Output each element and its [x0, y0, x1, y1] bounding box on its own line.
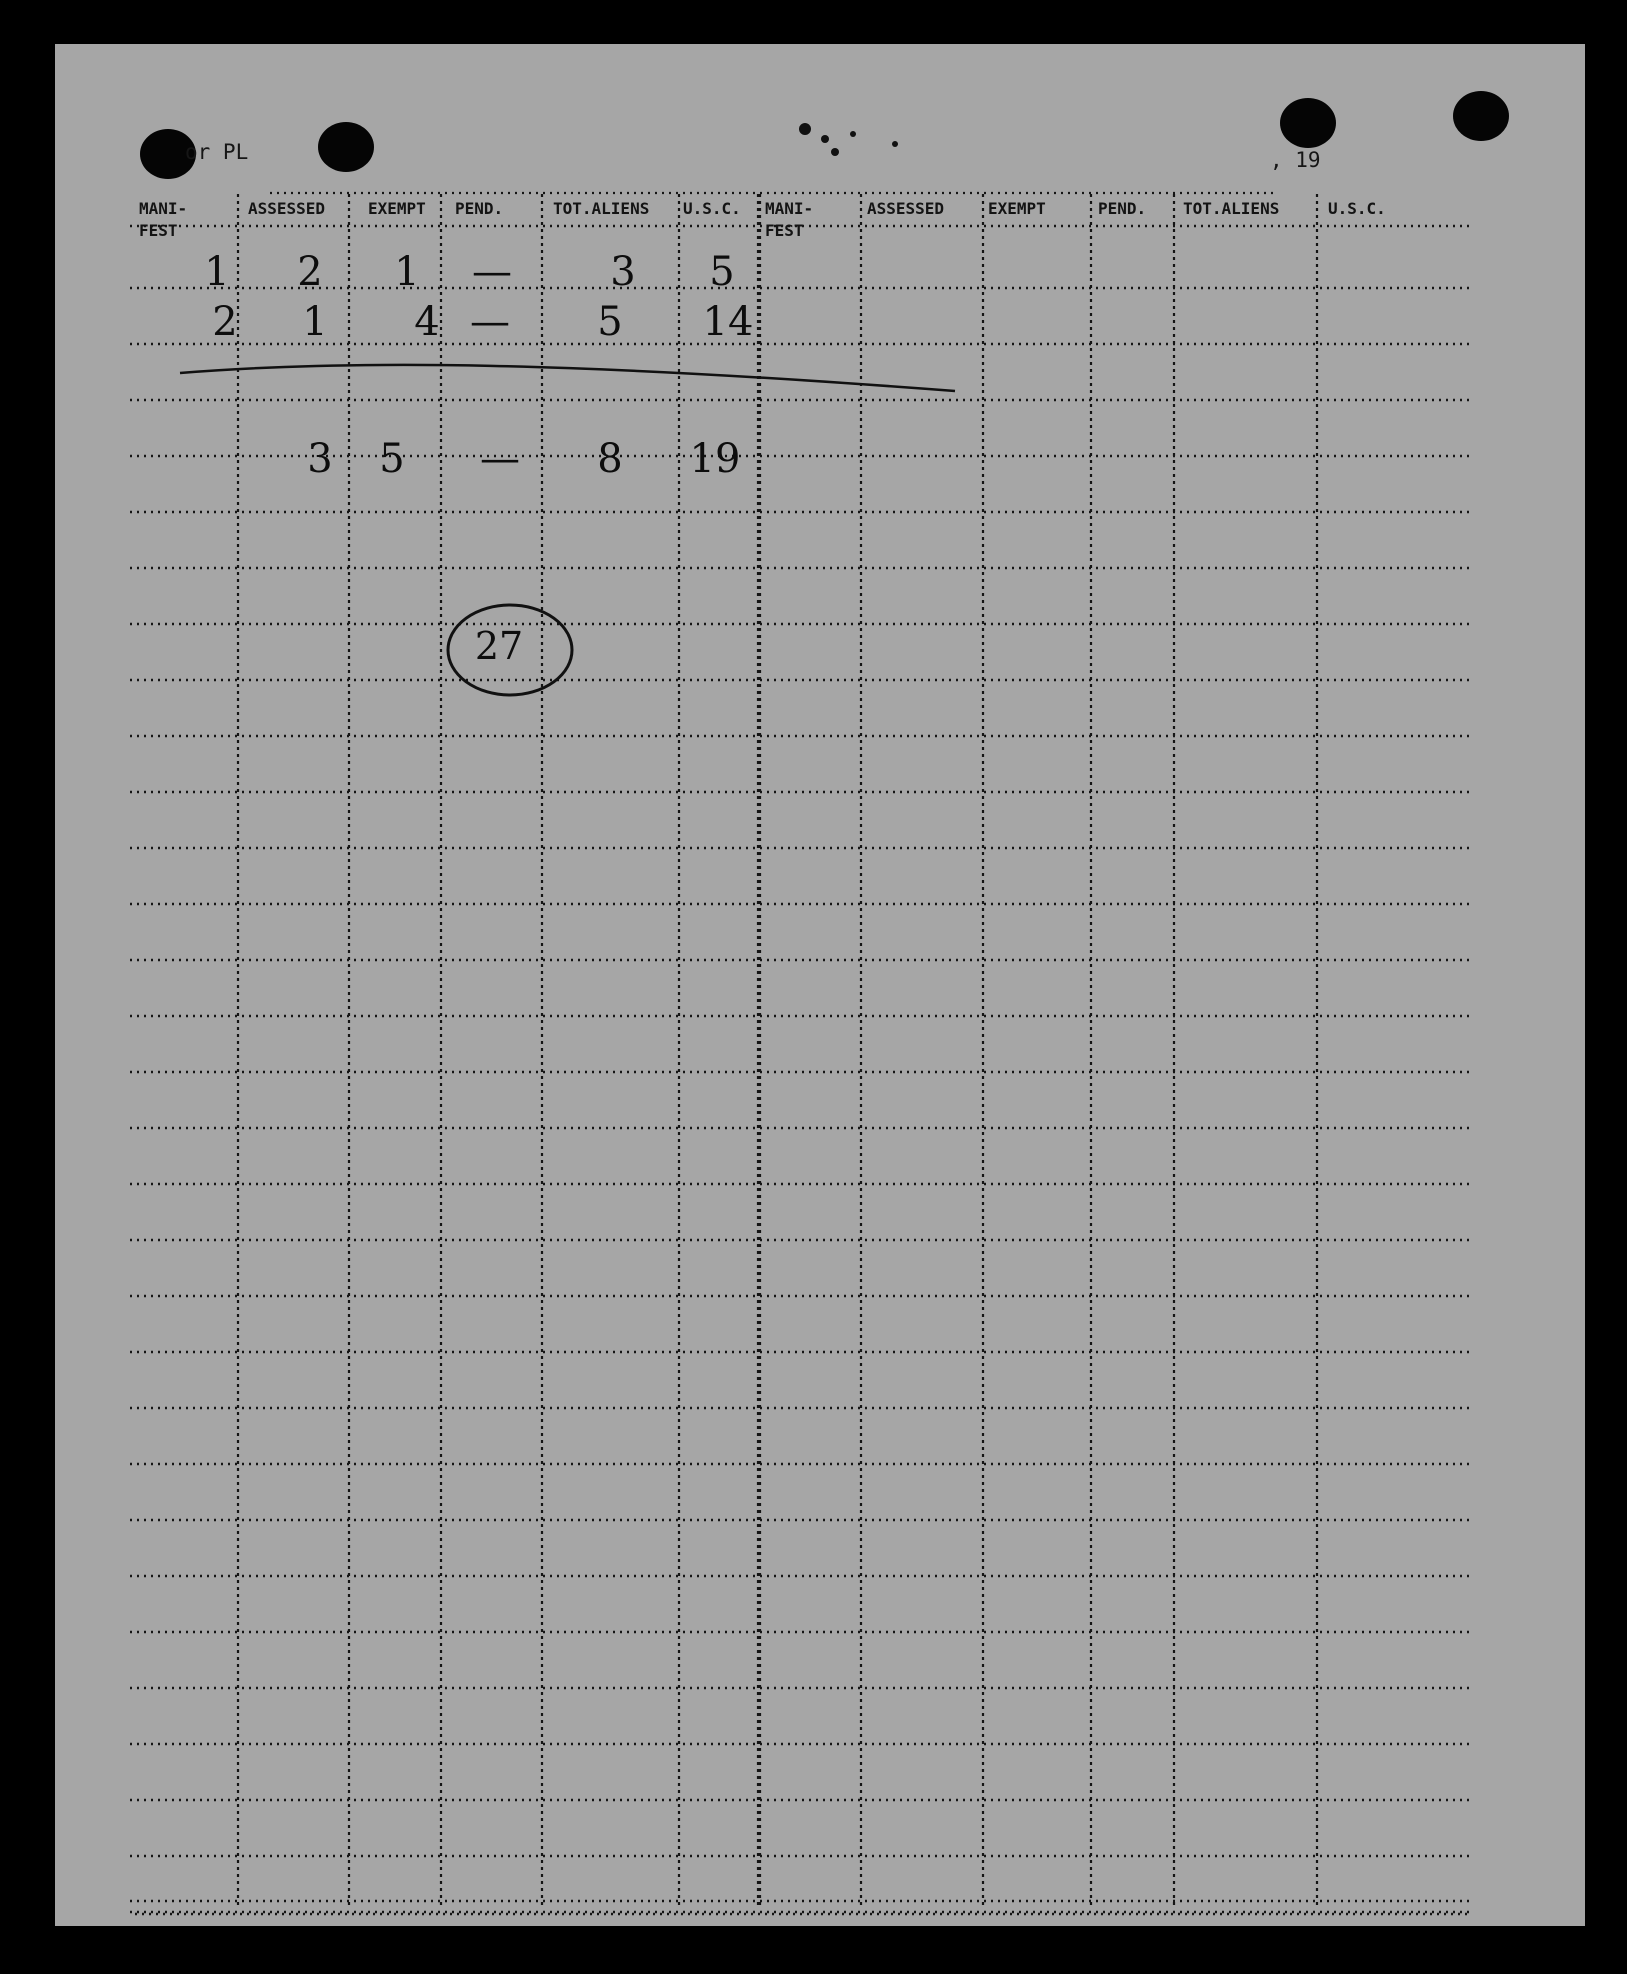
total-usc: 19 [689, 436, 741, 482]
entry-1-exempt: 1 [394, 249, 420, 295]
entry-2-usc: 14 [702, 299, 754, 345]
col-header-usc: U.S.C. [683, 199, 741, 218]
entry-1-manifest: 1 [204, 249, 230, 295]
col-header-exempt: EXEMPT [368, 199, 426, 218]
ink-speck [892, 141, 898, 147]
dotted-grid [55, 44, 1585, 1926]
ink-speck [799, 123, 811, 135]
col-header-pend-2: PEND. [1098, 199, 1147, 218]
col-header-usc-2: U.S.C. [1328, 199, 1386, 218]
col-header-tot-aliens: TOT.ALIENS [553, 199, 650, 218]
entry-1-usc: 5 [709, 249, 735, 295]
entry-1-tot-aliens: 3 [610, 249, 636, 295]
total-tot-aliens: 8 [597, 436, 623, 482]
entry-2-exempt: 4 [414, 299, 440, 345]
ink-speck [821, 135, 829, 143]
total-assessed: 3 [307, 436, 333, 482]
col-header-manifest: MANI- FEST [139, 199, 188, 240]
entry-2-tot-aliens: 5 [597, 299, 623, 345]
col-header-assessed-2: ASSESSED [867, 199, 945, 218]
col-header-tot-aliens-2: TOT.ALIENS [1183, 199, 1280, 218]
col-header-pend: PEND. [455, 199, 504, 218]
entry-2-manifest: 2 [212, 299, 238, 345]
total-exempt: 5 [379, 436, 405, 482]
ink-speck [850, 131, 856, 137]
col-header-manifest-2: MANI- FEST [765, 199, 814, 240]
circled-note: 27 [474, 624, 524, 668]
form-sheet [55, 44, 1585, 1926]
total-pend: — [480, 436, 520, 482]
port-label: or PL [185, 140, 249, 164]
sum-underline [180, 365, 955, 391]
entry-2-assessed: 1 [302, 299, 328, 345]
col-header-exempt-2: EXEMPT [988, 199, 1046, 218]
entry-2-pend: — [470, 299, 510, 345]
date-suffix: , 19 [1270, 148, 1321, 172]
entry-1-pend: — [472, 249, 512, 295]
ink-speck [831, 148, 839, 156]
col-header-assessed: ASSESSED [248, 199, 326, 218]
entry-1-assessed: 2 [297, 249, 323, 295]
